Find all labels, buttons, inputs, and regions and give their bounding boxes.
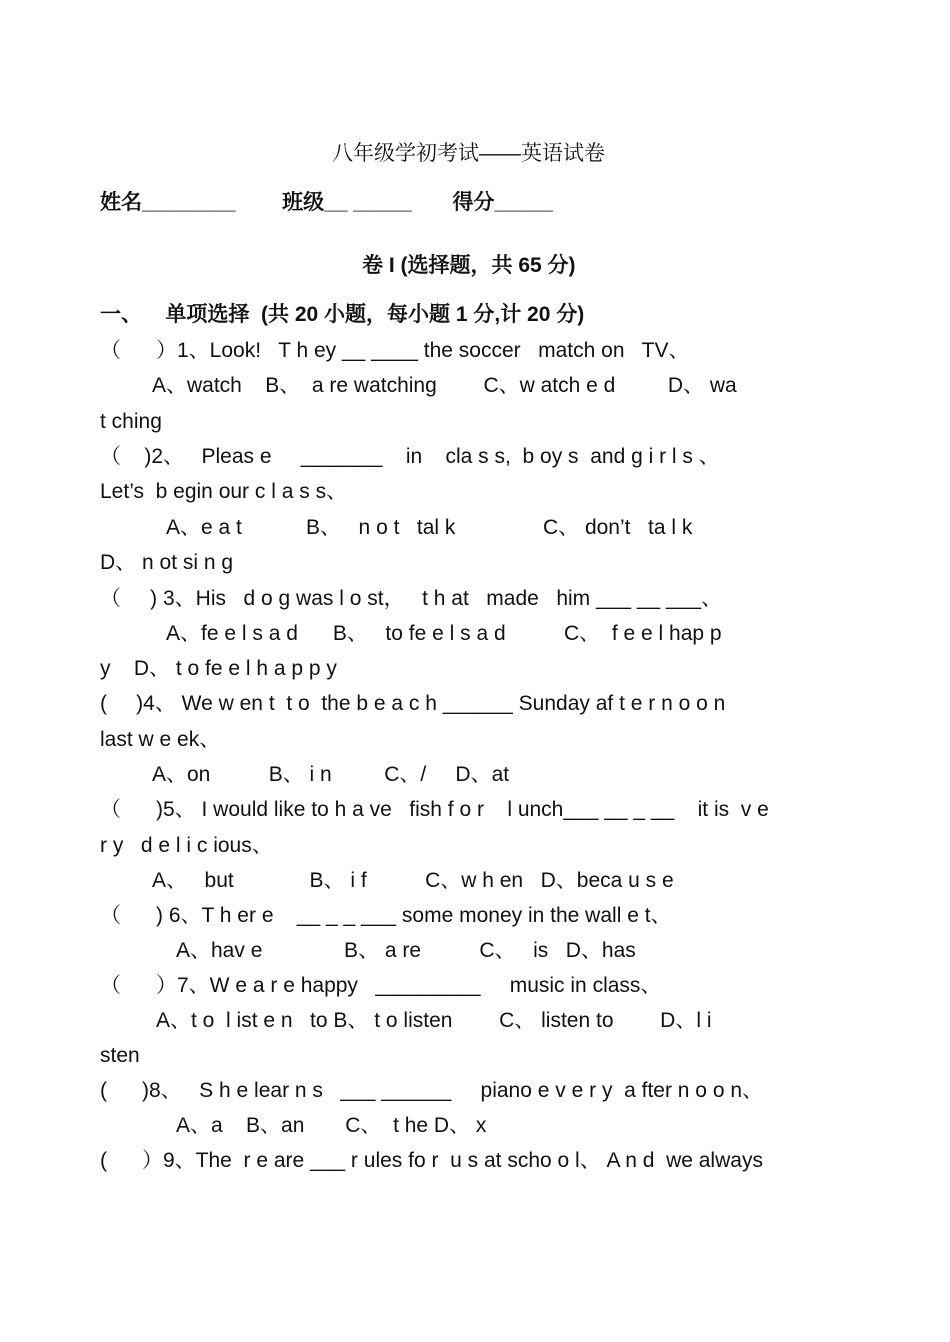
question-2-options: A、e a t B、 n o t tal k C、 don’t ta l k: [166, 516, 693, 539]
question-4-cont: last w e ek、: [100, 728, 221, 751]
part-one-heading: 一、 单项选择 (共 20 小题，每小题 1 分,计 20 分): [100, 303, 585, 326]
question-8-options: A、a B、an C、 t he D、 x: [176, 1114, 487, 1137]
question-1-options: A、watch B、 a re watching C、w atch e d D、 wa: [152, 374, 737, 397]
question-6-options: A、hav e B、 a re C、 is D、has: [176, 939, 636, 962]
question-4-options: A、on B、 i n C、/ D、at: [152, 763, 510, 786]
question-8: ( )8、 S h e lear n s ___ ______ piano e v e r y a fter n o o n、: [100, 1079, 764, 1102]
question-7: （ ）7、W e a r e happy _________ music in class、: [100, 974, 662, 997]
volume-heading: 卷 I (选择题，共 65 分): [362, 254, 576, 277]
question-3-options: A、fe e l s a d B、 to fe e l s a d C、 f e e l hap p: [166, 622, 722, 645]
question-7-options: A、t o l ist e n to B、 t o listen C、 listen to D、l i: [156, 1009, 712, 1032]
exam-title: 八年级学初考试——英语试卷: [332, 142, 605, 165]
question-3-options-cont: y D、 t o fe e l h a p p y: [100, 657, 337, 680]
question-3: （ ) 3、His d o g was l o st， t h at made him ___ __ ___、: [100, 587, 723, 610]
question-2-options-cont: D、 n ot si n g: [100, 551, 234, 574]
question-5: （ )5、 I would like to h a ve fish f o r l unch___ __ _ __ it is v e: [100, 798, 769, 821]
question-6: （ ) 6、T h er e __ _ _ ___ some money in the wall e t、: [100, 904, 672, 927]
question-9: ( ）9、The r e are ___ r ules fo r u s at scho o l、 A n d we always: [100, 1149, 763, 1172]
question-2: （ )2、 Pleas e _______ in cla s s, b oy s and g i r l s 、: [100, 445, 720, 468]
student-info-line: 姓名________ 班级__ _____ 得分_____: [100, 191, 553, 214]
question-7-options-cont: sten: [100, 1044, 140, 1067]
question-5-options: A、 but B、 i f C、w h en D、beca u s e: [152, 869, 674, 892]
question-1-options-cont: t ching: [100, 410, 162, 433]
question-1: （ ）1、Look! T h ey __ ____ the soccer match on TV、: [100, 339, 690, 362]
question-4: ( )4、 We w en t t o the b e a c h ______ Sunday af t e r n o o n: [100, 692, 726, 715]
question-2-cont: Let’s b egin our c l a s s、: [100, 480, 348, 503]
question-5-cont: r y d e l i c ious、: [100, 834, 273, 857]
